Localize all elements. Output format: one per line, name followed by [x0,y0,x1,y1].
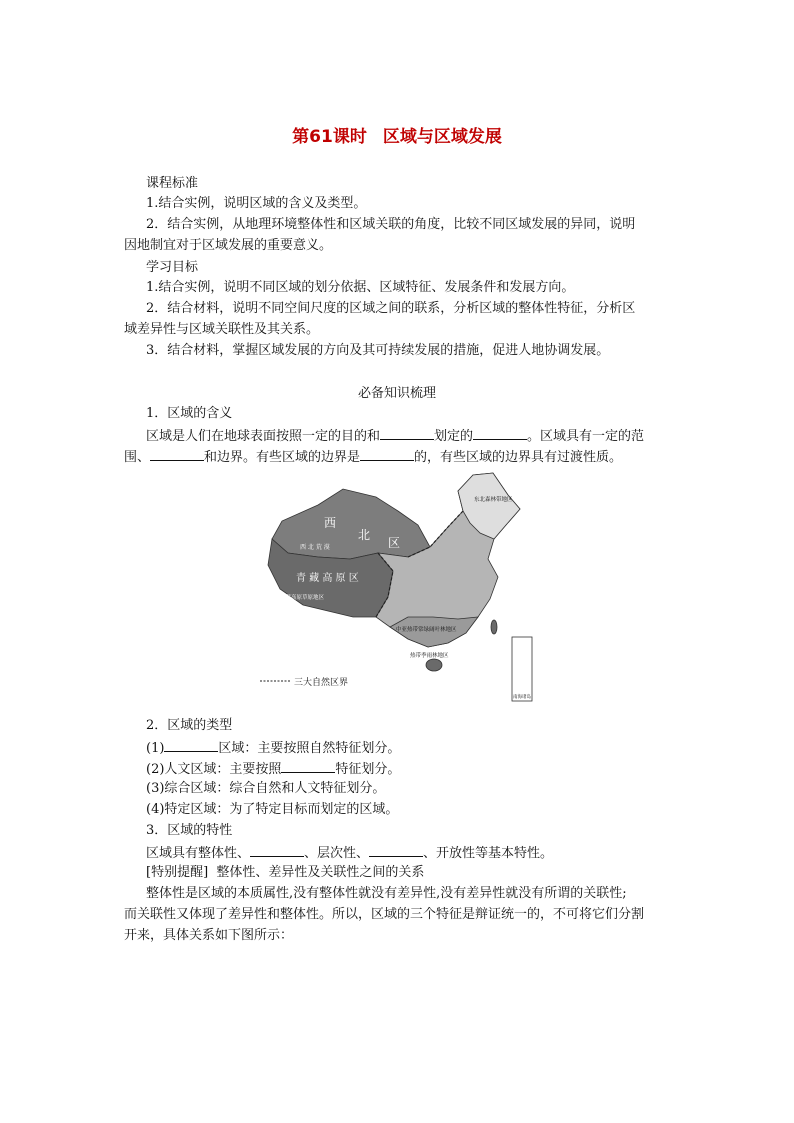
label-bei: 北 [358,528,371,542]
type-item [146,737,400,759]
text-segment: 划定的 [434,429,474,444]
curriculum-item: 1.结合实例，说明区域的含义及类型。 [146,196,367,211]
objective-item: 3．结合材料，掌握区域发展的方向及其可持续发展的措施，促进人地协调发展。 [146,343,610,358]
text-segment: 、开放性等基本特性。 [423,846,554,861]
objective-item: 1.结合实例，说明不同区域的划分依据、区域特征、发展条件和发展方向。 [146,280,575,295]
type-item [146,758,400,780]
fill-blank[interactable] [473,425,527,440]
text-segment: 和边界。有些区域的边界是 [204,450,361,465]
section-heading: 必备知识梳理 [357,386,436,401]
label-qu: 区 [388,536,401,550]
meaning-line-1 [146,425,644,447]
text-segment: 特征划分。 [335,762,401,777]
text-segment: (1) [146,741,165,756]
text-segment: 。区域具有一定的范 [527,429,645,444]
objective-item: 域差异性与区域关联性及其关系。 [124,322,320,337]
type-item: (4)特定区域：为了特定目标而划定的区域。 [146,802,399,817]
curriculum-item: 因地制宜对于区域发展的重要意义。 [124,238,333,253]
inset-label: 南海诸岛 [513,695,531,700]
fill-blank[interactable] [360,446,414,461]
lesson-number: 第61课时 [292,127,367,147]
taiwan-island [491,620,497,634]
label-south-sub: 中亚热带常绿阔叶林地区 [396,627,457,633]
page-title [0,122,794,147]
lesson-topic: 区域与区域发展 [382,127,502,147]
tip-paragraph-line: 而关联性又体现了差异性和整体性。所以，区域的三个特征是辩证统一的，不可将它们分割 [124,907,645,922]
label-qingzang: 青 藏 高 原 区 [296,573,359,584]
south-sea-inset [512,637,532,701]
curriculum-item: 2．结合实例，从地理环境整体性和区域关联的角度，比较不同区域发展的异同，说明 [146,217,636,232]
traits-title: 3．区域的特性 [146,823,233,838]
tip-paragraph-line: 整体性是区域的本质属性,没有整体性就没有差异性,没有差异性就没有所谓的关联性; [146,886,627,901]
meaning-title: 1．区域的含义 [146,406,233,421]
fill-blank[interactable] [250,842,304,857]
label-dongbei-sub: 东北森林带地区 [474,497,513,503]
text-segment: 围、 [124,450,151,465]
label-tropic-sub: 热带季雨林地区 [410,653,449,659]
meaning-line-2 [124,446,622,468]
legend-label: 三大自然区界 [294,678,349,688]
type-item: (3)综合区域：综合自然和人文特征划分。 [146,781,386,796]
text-segment: (2)人文区域：主要按照 [146,762,282,777]
fill-blank[interactable] [150,446,204,461]
text-segment: 区域是人们在地球表面按照一定的目的和 [146,429,381,444]
fill-blank[interactable] [369,842,423,857]
label-xi: 西 [324,516,337,530]
fill-blank[interactable] [281,758,335,773]
text-segment: 、层次性、 [304,846,370,861]
text-segment: 区域：主要按照自然特征划分。 [218,741,401,756]
text-segment: 区域具有整体性、 [146,846,251,861]
text-segment: 的，有些区域的边界具有过渡性质。 [414,450,623,465]
hainan-island [426,659,442,671]
northwest-region [272,489,430,559]
curriculum-label: 课程标准 [146,176,199,191]
traits-line [146,842,553,864]
tip-label: [特别提醒] [146,865,209,880]
objectives-label: 学习目标 [146,260,199,275]
tip-paragraph-line: 开来，具体关系如下图所示： [124,928,294,943]
china-natural-regions-map [258,467,533,710]
tip-title: 整体性、差异性及关联性之间的关系 [216,865,425,880]
fill-blank[interactable] [380,425,434,440]
label-qinghai-sub: 青藏高原草原地区 [280,595,325,601]
tip-header [146,863,424,883]
label-xibei-sub: 西 北 荒 漠 [300,544,330,551]
types-title: 2．区域的类型 [146,718,233,733]
objective-item: 2．结合材料，说明不同空间尺度的区域之间的联系，分析区域的整体性特征，分析区 [146,301,636,316]
fill-blank[interactable] [164,737,218,752]
